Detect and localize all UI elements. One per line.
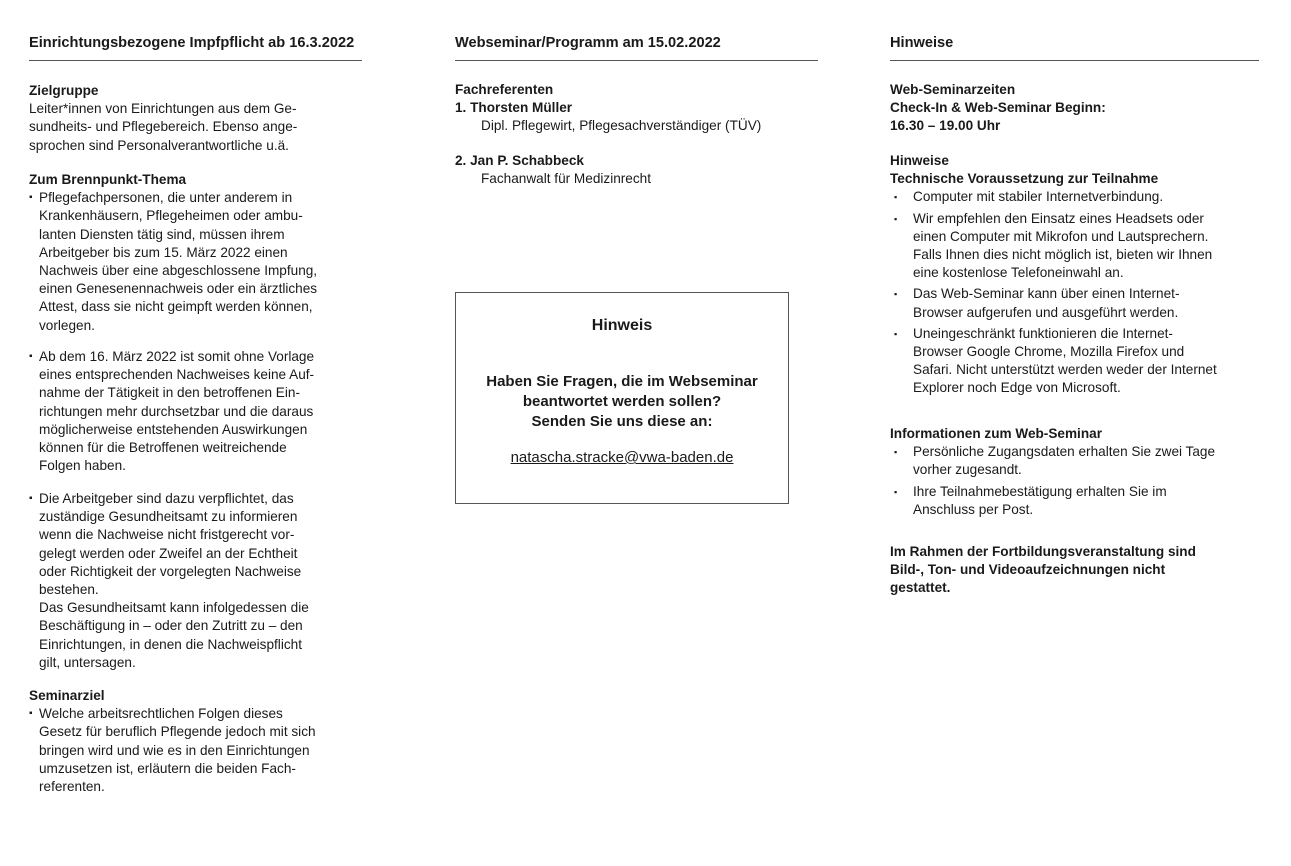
text-line: gelegt werden oder Zweifel an der Echtheit (39, 545, 298, 561)
referenten-section (455, 81, 820, 188)
text-line: gilt, untersagen. (39, 654, 136, 670)
text-line: Explorer noch Edge von Microsoft. (913, 380, 1121, 396)
column-1-rule (29, 60, 362, 61)
text-line: ▪ Computer mit stabiler Internetverbindung. (913, 189, 1164, 205)
brennpunkt-heading: Zum Brennpunkt-Thema (29, 172, 187, 187)
referent-2-desc: Fachanwalt für Medizinrecht (481, 170, 651, 186)
text-line: Bild-, Ton- und Videoaufzeichnungen nicht (890, 562, 1166, 578)
text-line: Einrichtungen, in denen die Nachweispflicht (39, 636, 302, 652)
text-line: gestattet. (890, 580, 951, 596)
hinweis-box-title: Hinweis (591, 317, 653, 334)
text-line: oder Richtigkeit der vorgelegten Nachweise (39, 563, 302, 579)
brennpunkt-bullet-2 (29, 348, 374, 475)
text-line: Falls Ihnen dies nicht möglich ist, bieten wir Ihnen (913, 247, 1213, 263)
text-line: beantwortet werden sollen? (522, 393, 722, 410)
info-bullet-1 (890, 443, 1270, 479)
text-line: ▪ Persönliche Zugangsdaten erhalten Sie zwei Tage (913, 444, 1216, 460)
text-line: Haben Sie Fragen, die im Webseminar (486, 373, 758, 390)
hinweis-box-text (456, 372, 788, 432)
text-line: nahme der Tätigkeit in den betroffenen Ein- (39, 385, 300, 401)
text-line: ▪ Das Web-Seminar kann über einen Internet- (913, 286, 1180, 302)
brennpunkt-bullet-1 (29, 189, 374, 335)
brennpunkt-bullet-3 (29, 490, 374, 672)
text-line: ▪ Uneingeschränkt funktionieren die Internet- (913, 325, 1173, 341)
text-line: referenten. (39, 779, 105, 795)
info-heading: Informationen zum Web-Seminar (890, 426, 1102, 441)
text-line: ▪ Die Arbeitgeber sind dazu verpflichtet, das (39, 491, 294, 506)
zielgruppe-line: Leiter*innen von Einrichtungen aus dem Ge- (29, 101, 297, 117)
text-line: wenn die Nachweise nicht fristgerecht vor- (39, 527, 295, 543)
text-line: Attest, dass sie nicht geimpft werden können, (39, 299, 313, 315)
text-line: bestehen. (39, 582, 99, 598)
text-line: Folgen haben. (39, 458, 126, 474)
text-line: bringen wird und wie es in den Einrichtungen (39, 742, 310, 758)
text-line: Safari. Nicht unterstützt werden weder der Internet (913, 362, 1217, 378)
info-bullet-2 (890, 483, 1270, 519)
seminarziel-bullet-1 (29, 705, 374, 796)
column-3-rule (890, 60, 1259, 61)
technik-bullet-2 (890, 210, 1270, 283)
text-line: Das Gesundheitsamt kann infolgedessen die (39, 600, 309, 616)
text-line: Senden Sie uns diese an: (531, 413, 713, 430)
technik-section (890, 152, 1270, 401)
text-line: vorlegen. (39, 317, 95, 333)
text-line: ▪ Ab dem 16. März 2022 ist somit ohne Vorlage (39, 349, 315, 364)
text-line: Im Rahmen der Fortbildungsveranstaltung sind (890, 544, 1196, 559)
technik-heading: Technische Voraussetzung zur Teilnahme (890, 171, 1159, 187)
seminarzeiten-section (890, 81, 1270, 136)
text-line: eine kostenlose Telefoneinwahl an. (913, 265, 1124, 281)
zielgruppe-line: sprochen sind Personalverantwortliche u.ä. (29, 137, 289, 153)
seminarziel-section (29, 687, 374, 796)
text-line: ▪ Ihre Teilnahmebestätigung erhalten Sie im (913, 483, 1167, 499)
hinweise-heading: Hinweise (890, 153, 949, 168)
column-1-title: Einrichtungsbezogene Impfpflicht ab 16.3.2022 (29, 35, 355, 51)
referent-1-name: 1. Thorsten Müller (455, 100, 573, 116)
zielgruppe-line: sundheits- und Pflegebereich. Ebenso ange- (29, 119, 298, 135)
text-line: möglicherweise entstehenden Auswirkungen (39, 421, 308, 437)
column-2-rule (455, 60, 818, 61)
text-line: eines entsprechenden Nachweises keine Auf- (39, 367, 315, 383)
column-2-title: Webseminar/Programm am 15.02.2022 (455, 35, 721, 51)
referenten-heading: Fachreferenten (455, 82, 554, 97)
referent-1-desc: Dipl. Pflegewirt, Pflegesachverständiger (TÜV) (481, 118, 762, 134)
text-line: ▪ Wir empfehlen den Einsatz eines Headsets oder (913, 210, 1204, 226)
zielgruppe-section (29, 82, 374, 155)
text-line: ▪ Pflegefachpersonen, die unter anderem in (39, 190, 293, 206)
text-line: umzusetzen ist, erläutern die beiden Fach- (39, 760, 296, 776)
text-line: ▪ Welche arbeitsrechtlichen Folgen dieses (39, 706, 283, 722)
recording-notice (890, 543, 1270, 598)
seminarziel-heading: Seminarziel (29, 688, 105, 703)
info-section (890, 425, 1270, 522)
text-line: Anschluss per Post. (913, 501, 1034, 517)
technik-bullet-4 (890, 325, 1270, 398)
zielgruppe-heading: Zielgruppe (29, 83, 99, 98)
text-line: vorher zugesandt. (913, 462, 1022, 478)
text-line: Arbeitgeber bis zum 15. März 2022 einen (39, 244, 288, 260)
hinweis-box (455, 292, 789, 504)
text-line: richtungen mehr durchsetzbar und die daraus (39, 403, 314, 419)
text-line: einen Genesenennachweis oder ein ärztliches (39, 281, 318, 297)
column-3-title: Hinweise (890, 35, 954, 51)
text-line: Krankenhäusern, Pflegeheimen oder ambu- (39, 208, 303, 224)
text-line: Web-Seminarzeiten (890, 82, 1016, 97)
text-line: 16.30 – 19.00 Uhr (890, 118, 1001, 134)
text-line: einen Computer mit Mikrofon und Lautsprechern. (913, 228, 1209, 244)
text-line: Beschäftigung in – oder den Zutritt zu – den (39, 618, 303, 634)
text-line: Browser aufgerufen und ausgeführt werden. (913, 304, 1179, 320)
text-line: können für die Betroffenen weitreichende (39, 440, 287, 456)
text-line: Nachweis über eine abgeschlossene Impfung, (39, 263, 318, 279)
technik-bullet-1 (890, 188, 1270, 206)
text-line: Gesetz für beruflich Pflegende jedoch mit sich (39, 724, 316, 740)
text-line: Check-In & Web-Seminar Beginn: (890, 100, 1106, 116)
text-line: lanten Diensten tätig sind, müssen ihrem (39, 226, 285, 242)
text-line: zuständige Gesundheitsamt zu informieren (39, 509, 298, 525)
text-line: Browser Google Chrome, Mozilla Firefox und (913, 344, 1185, 360)
referent-2-name: 2. Jan P. Schabbeck (455, 152, 584, 168)
contact-email-link[interactable]: natascha.stracke@vwa-baden.de (510, 449, 734, 466)
technik-bullet-3 (890, 285, 1270, 321)
brennpunkt-section (29, 171, 374, 335)
